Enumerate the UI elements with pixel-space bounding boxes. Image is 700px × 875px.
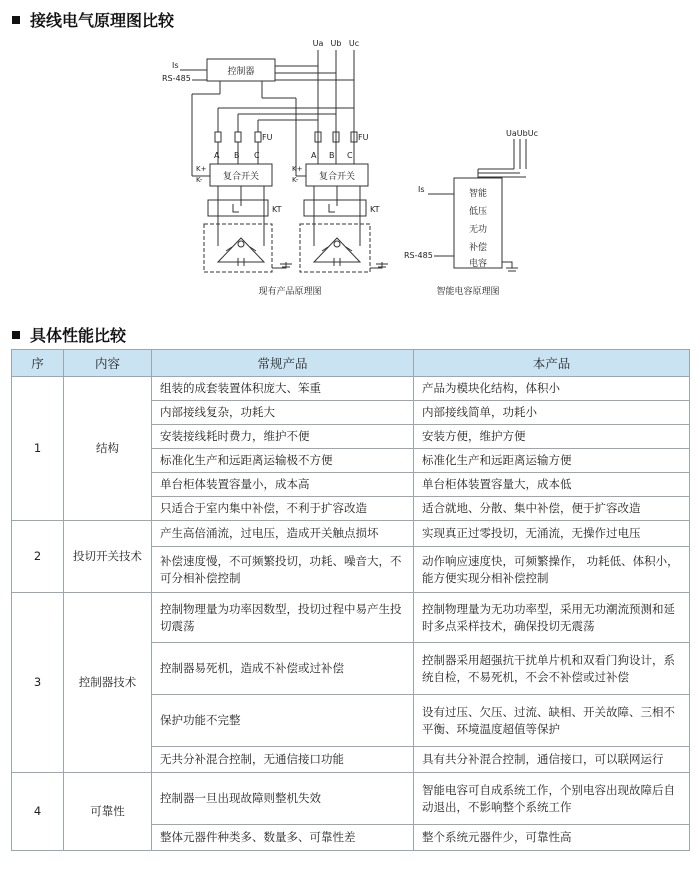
delta-capacitor-icon-1 [218, 238, 264, 262]
composite-switch-label-2: 复合开关 [318, 172, 356, 182]
phase-b-label-1: B [234, 151, 240, 160]
phase-b-label-2: B [329, 151, 335, 160]
kt-label-1: KT [272, 205, 282, 214]
product-cell: 内部接线简单，功耗小 [414, 401, 690, 425]
k-plus-label-2: K+ [292, 165, 303, 173]
composite-switch-label-1: 复合开关 [222, 172, 260, 182]
fu-label-1: FU [262, 133, 273, 142]
row-number: 4 [12, 773, 64, 851]
row-number: 3 [12, 593, 64, 773]
phase-c-label-1: C [254, 151, 260, 160]
square-bullet-icon [12, 16, 20, 24]
product-cell: 具有共分补混合控制，通信接口，可以联网运行 [414, 747, 690, 773]
phase-a-label-1: A [214, 151, 220, 160]
rs485-input-label: RS-485 [162, 74, 191, 83]
smart-line-1: 智能 [468, 189, 488, 199]
product-cell: 单台柜体装置容量大，成本低 [414, 473, 690, 497]
product-cell: 智能电容可自成系统工作，个别电容出现故障后自动退出，不影响整个系统工作 [414, 773, 690, 825]
existing-product-diagram [162, 39, 388, 297]
table-header-row [12, 350, 690, 377]
section-title-diagrams [12, 8, 174, 31]
fuse-circle-icon-1 [238, 241, 244, 247]
header-conventional: 常规产品 [152, 350, 414, 377]
kt-label-2: KT [370, 205, 380, 214]
phase-uc-label: Uc [348, 39, 360, 48]
smart-capacitor-caption: 智能电容原理图 [436, 287, 500, 297]
product-cell: 产品为模块化结构，体积小 [414, 377, 690, 401]
k-plus-label-1: K+ [196, 165, 207, 173]
wiring-diagrams [0, 36, 700, 306]
phase-a-label-2: A [311, 151, 317, 160]
delta-capacitor-icon-2 [314, 238, 360, 262]
table-row [12, 521, 690, 547]
phase-ua-label: Ua [312, 39, 324, 48]
table-row [12, 377, 690, 401]
section-title-text: 具体性能比较 [30, 326, 127, 345]
product-cell: 实现真正过零投切，无涌流，无操作过电压 [414, 521, 690, 547]
header-content: 内容 [64, 350, 152, 377]
relay-contact-icon-1 [233, 204, 239, 212]
product-cell: 标准化生产和远距离运输方便 [414, 449, 690, 473]
smart-is-label: Is [418, 185, 425, 194]
product-cell: 整个系统元器件少，可靠性高 [414, 825, 690, 851]
header-no: 序 [12, 350, 64, 377]
product-cell: 动作响应速度快，可频繁操作， 功耗低、体积小，能方便实现分相补偿控制 [414, 547, 690, 593]
smart-rs485-label: RS-485 [404, 251, 433, 260]
conventional-cell: 控制器一旦出现故障则整机失效 [152, 773, 414, 825]
row-content: 控制器技术 [64, 593, 152, 773]
phase-c-label-2: C [347, 151, 353, 160]
square-bullet-icon [12, 331, 20, 339]
product-cell: 设有过压、欠压、过流、缺相、开关故障、三相不平衡、环境温度超值等保护 [414, 695, 690, 747]
smart-line-4: 补偿 [468, 243, 488, 253]
row-content: 结构 [64, 377, 152, 521]
ground-icon-1 [272, 262, 292, 268]
smart-line-2: 低压 [468, 207, 488, 217]
relay-contact-icon-2 [329, 204, 335, 212]
conventional-cell: 控制物理量为功率因数型，投切过程中易产生投切震荡 [152, 593, 414, 643]
conventional-cell: 整体元器件种类多、数量多、可靠性差 [152, 825, 414, 851]
row-content: 可靠性 [64, 773, 152, 851]
conventional-cell: 单台柜体装置容量小，成本高 [152, 473, 414, 497]
fuse-circle-icon-2 [334, 241, 340, 247]
product-cell: 控制物理量为无功功率型，采用无功潮流预测和延时多点采样技术，确保投切无震荡 [414, 593, 690, 643]
product-cell: 控制器采用超强抗干扰单片机和双看门狗设计，系统自检，不易死机，不会不补偿或过补偿 [414, 643, 690, 695]
smart-phases-label: UaUbUc [506, 129, 538, 138]
row-content: 投切开关技术 [64, 521, 152, 593]
ground-icon-2 [370, 262, 388, 268]
section-title-text: 接线电气原理图比较 [30, 11, 175, 30]
product-cell: 适合就地、分散、集中补偿，便于扩容改造 [414, 497, 690, 521]
smart-capacitor-diagram [404, 129, 538, 297]
row-number: 2 [12, 521, 64, 593]
conventional-cell: 内部接线复杂，功耗大 [152, 401, 414, 425]
row-number: 1 [12, 377, 64, 521]
is-input-label: Is [172, 61, 179, 70]
k-minus-label-1: K- [196, 176, 203, 184]
conventional-cell: 产生高倍涌流，过电压，造成开关触点损坏 [152, 521, 414, 547]
existing-product-caption: 现有产品原理图 [258, 287, 322, 297]
conventional-cell: 补偿速度慢，不可频繁投切，功耗、噪音大，不可分相补偿控制 [152, 547, 414, 593]
thermal-relay-box-2 [304, 200, 366, 216]
fu-label-2: FU [358, 133, 369, 142]
conventional-cell: 标准化生产和远距离运输极不方便 [152, 449, 414, 473]
conventional-cell: 只适合于室内集中补偿，不利于扩容改造 [152, 497, 414, 521]
conventional-cell: 组装的成套装置体积庞大、笨重 [152, 377, 414, 401]
conventional-cell: 控制器易死机，造成不补偿或过补偿 [152, 643, 414, 695]
product-cell: 安装方便，维护方便 [414, 425, 690, 449]
header-this-product: 本产品 [414, 350, 690, 377]
smart-line-5: 电容 [468, 259, 488, 269]
table-row [12, 773, 690, 825]
conventional-cell: 安装接线耗时费力，维护不便 [152, 425, 414, 449]
controller-label: 控制器 [227, 67, 255, 77]
k-minus-label-2: K- [292, 176, 299, 184]
conventional-cell: 无共分补混合控制，无通信接口功能 [152, 747, 414, 773]
section-title-performance [12, 323, 126, 346]
phase-ub-label: Ub [330, 39, 342, 48]
smart-line-3: 无功 [468, 225, 488, 235]
smart-ground-icon [502, 262, 518, 271]
performance-comparison-table [11, 349, 690, 851]
table-row [12, 593, 690, 643]
conventional-cell: 保护功能不完整 [152, 695, 414, 747]
thermal-relay-box-1 [208, 200, 268, 216]
